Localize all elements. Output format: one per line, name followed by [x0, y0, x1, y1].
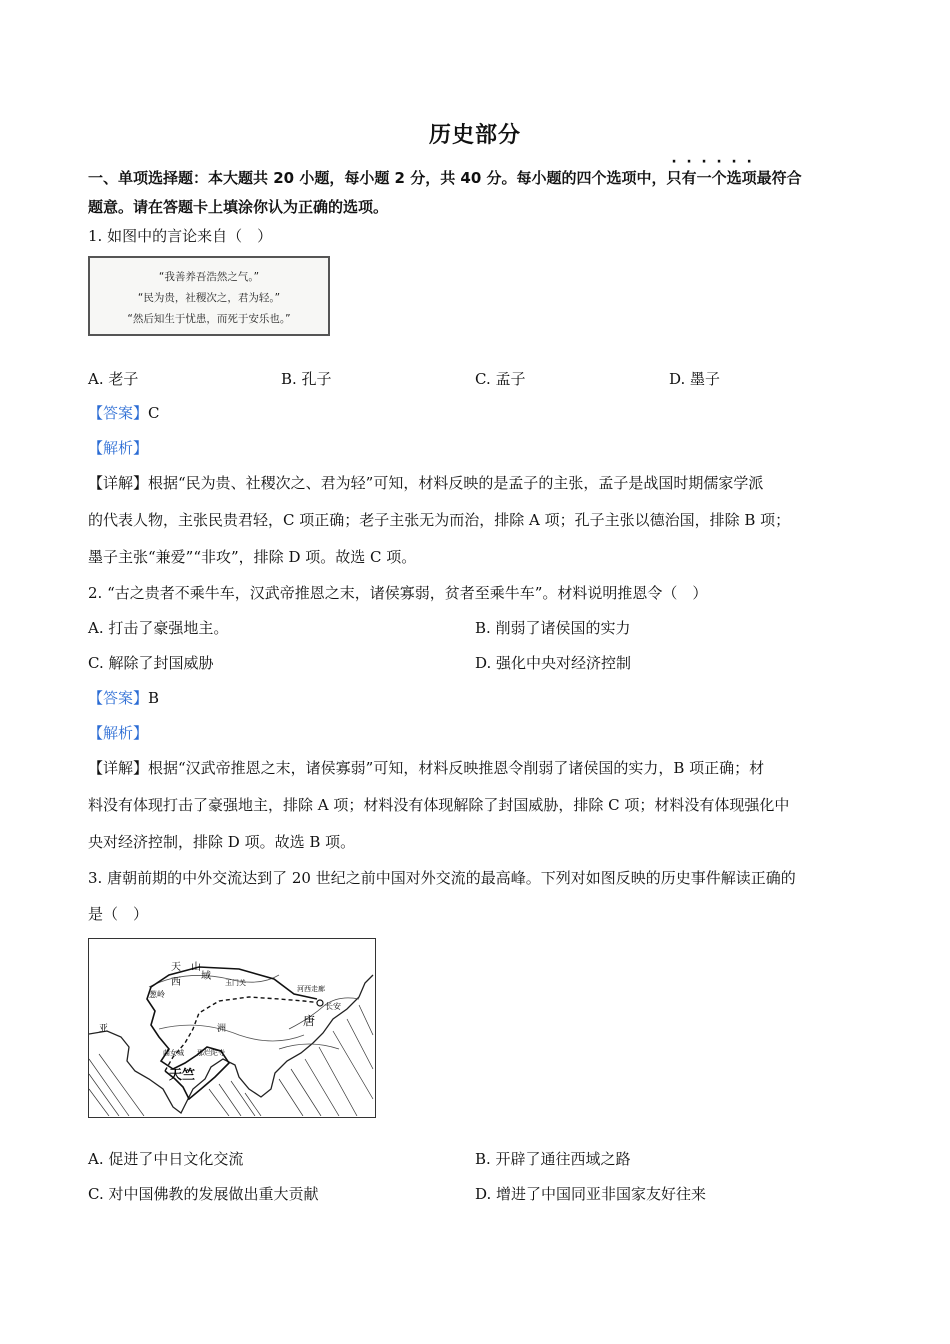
answer-label: 【答案】 [88, 689, 149, 707]
map-label-yazhou-1: 亚 [99, 1024, 109, 1034]
q3-option-a: A. 促进了中日文化交流 [88, 1150, 244, 1168]
answer-value: C [148, 404, 160, 422]
map-label-hexi: 河西走廊 [297, 985, 325, 993]
emphasis-char: 个 [711, 169, 727, 187]
q3-option-d: D. 增进了中国同亚非国家友好往来 [475, 1185, 707, 1203]
q2-answer [88, 688, 159, 708]
map-label-tianshan: 天 山 [171, 962, 201, 973]
section-heading [88, 168, 802, 188]
q2-analysis-label: 【解析】 [88, 724, 149, 742]
q1-detail-line [88, 473, 763, 493]
coastline [89, 975, 373, 1113]
map-label-tang: 唐 [303, 1014, 316, 1028]
q1-option-c: C. 孟子 [475, 370, 526, 388]
map-label-nalanduo: 那烂陀寺 [197, 1049, 225, 1057]
answer-label: 【答案】 [88, 404, 149, 422]
detail-label: 【详解】 [88, 474, 149, 492]
q3-option-b: B. 开辟了通往西域之路 [475, 1150, 631, 1168]
q3-stem-line: 3. 唐朝前期的中外交流达到了 20 世纪之前中国对外交流的最高峰。下列对如图反映的历史事件解读正确的 [88, 869, 796, 887]
q2-option-d: D. 强化中央对经济控制 [475, 654, 632, 672]
page-title: 历史部分 [428, 123, 521, 148]
q2-detail-line: 央对经济控制，排除 D 项。故选 B 项。 [88, 833, 356, 851]
q2-detail-line [88, 758, 764, 778]
q1-quote-line: “民为贵，社稷次之，君为轻。” [137, 292, 281, 304]
map-label-yazhou-2: 洲 [217, 1024, 227, 1034]
q1-stem: 1. 如图中的言论来自（ ） [88, 227, 273, 245]
section-heading-part2: 最符合 [756, 169, 802, 187]
detail-label: 【详解】 [88, 759, 149, 777]
map-label-yumenguan: 玉门关 [225, 979, 246, 987]
q1-quote-line: “然后知生于忧患，而死于安乐也。” [127, 313, 291, 325]
q1-option-b: B. 孔子 [281, 370, 332, 388]
river [289, 998, 359, 1029]
q1-option-d: D. 墨子 [669, 370, 721, 388]
mountain-range [149, 975, 279, 987]
q3-option-c: C. 对中国佛教的发展做出重大贡献 [88, 1185, 319, 1203]
map-label-xiyu-2: 域 [201, 971, 211, 982]
map-label-qunvcheng: 曲女城 [163, 1049, 184, 1057]
mountain-range [159, 1025, 304, 1041]
answer-value: B [148, 689, 160, 707]
map-label-changan: 长安 [325, 1002, 341, 1011]
q1-detail-line: 墨子主张“兼爱”“非攻”，排除 D 项。故选 C 项。 [88, 548, 417, 566]
emphasis-char: 只 [666, 169, 682, 187]
q3-route-map [88, 938, 376, 1118]
q3-stem-line: 是（ ） [88, 905, 149, 923]
route-map-svg [89, 939, 374, 1116]
q1-analysis-label: 【解析】 [88, 439, 149, 457]
changan-marker [317, 1000, 323, 1006]
emphasis-char: 选 [726, 169, 742, 187]
map-label-congling: 葱岭 [149, 990, 165, 999]
q2-option-b: B. 削弱了诸侯国的实力 [475, 619, 631, 637]
q1-quote-line: “我善养吾浩然之气。” [158, 271, 260, 283]
q1-detail-line: 的代表人物，主张民贵君轻，C 项正确；老子主张无为而治，排除 A 项；孔子主张以德治国，排除 B 项； [88, 511, 791, 529]
q2-option-c: C. 解除了封国威胁 [88, 654, 214, 672]
detail-text: 根据“民为贵、社稷次之、君为轻”可知，材料反映的是孟子的主张，孟子是战国时期儒家学派 [148, 474, 764, 492]
map-label-tianzhu: 天竺 [169, 1068, 196, 1083]
detail-text: 根据“汉武帝推恩之末，诸侯寡弱”可知，材料反映推恩令削弱了诸侯国的实力，B 项正确；材 [148, 759, 765, 777]
emphasis-char: 项 [741, 169, 757, 187]
section-heading-line2: 题意。请在答题卡上填涂你认为正确的选项。 [88, 198, 389, 216]
q1-option-a: A. 老子 [88, 370, 139, 388]
q1-quote-image [88, 256, 330, 336]
emphasis-char: 有 [681, 169, 697, 187]
q2-option-a: A. 打击了豪强地主。 [88, 619, 229, 637]
map-label-xiyu-1: 西 [171, 977, 181, 988]
emphasis-char: 一 [696, 169, 712, 187]
section-heading-part1: 一、单项选择题：本大题共 20 小题，每小题 2 分，共 40 分。每小题的四个选项中， [88, 169, 667, 187]
q2-detail-line: 料没有体现打击了豪强地主，排除 A 项；材料没有体现解除了封国威胁，排除 C 项；材料没有体现强化中 [88, 796, 790, 814]
q2-stem: 2. “古之贵者不乘牛车，汉武帝推恩之末，诸侯寡弱，贫者至乘牛车”。材料说明推恩令（ ） [88, 584, 708, 602]
q1-answer [88, 403, 160, 423]
